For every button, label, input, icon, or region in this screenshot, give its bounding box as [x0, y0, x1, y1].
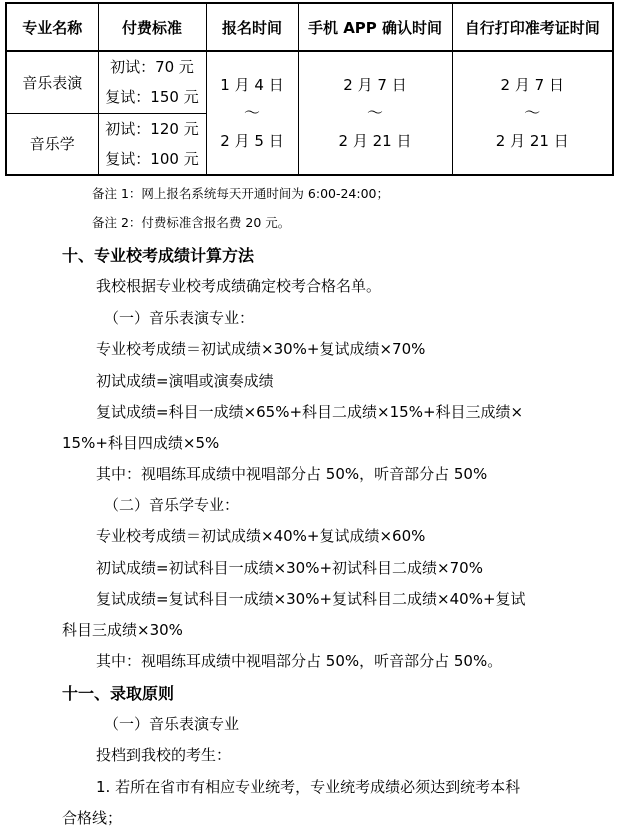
print-ticket-start: 2 月 7 日 [500, 76, 564, 94]
formula-line: 初试成绩=初试科目一成绩×30%+初试科目二成绩×70% [96, 559, 483, 577]
section-11-item-1: 1. 若所在省市有相应专业统考，专业统考成绩必须达到统考本科 [96, 778, 521, 796]
section-11-intro: 投档到我校的考生： [96, 746, 232, 764]
print-ticket-end: 2 月 21 日 [495, 132, 569, 150]
fee-cell [98, 113, 206, 175]
formula-line: 复试成绩=科目一成绩×65%+科目二成绩×15%+科目三成绩× [96, 403, 524, 421]
section-10-sub2-title: （二）音乐学专业： [104, 496, 240, 514]
fee-first: 初试：70 元 [110, 58, 194, 77]
print-ticket-period-cell [452, 51, 613, 175]
formula-line: 其中：视唱练耳成绩中视唱部分占 50%，听音部分占 50% [96, 465, 488, 483]
section-11-heading: 十一、录取原则 [62, 684, 175, 703]
app-confirm-sep: ～ [366, 103, 383, 122]
fee-first: 初试：120 元 [105, 119, 199, 138]
fee-cell [98, 51, 206, 113]
registration-start: 1 月 4 日 [220, 76, 284, 94]
header-print-ticket-time: 自行打印准考证时间 [452, 3, 613, 51]
formula-line: 专业校考成绩＝初试成绩×40%+复试成绩×60% [96, 527, 426, 545]
major-cell: 音乐学 [6, 113, 98, 175]
table-header-row [6, 3, 613, 51]
note-1: 备注 1：网上报名系统每天开通时间为 6:00-24:00； [92, 186, 390, 201]
section-10-heading: 十、专业校考成绩计算方法 [62, 246, 255, 265]
table-row [6, 51, 613, 113]
fee-second: 复试：150 元 [105, 88, 199, 107]
major-cell: 音乐表演 [6, 51, 98, 113]
section-10-intro: 我校根据专业校考成绩确定校考合格名单。 [96, 277, 382, 295]
header-fee: 付费标准 [98, 3, 206, 51]
app-confirm-start: 2 月 7 日 [343, 76, 407, 94]
formula-line: 初试成绩=演唱或演奏成绩 [96, 372, 274, 390]
section-11-sub1-title: （一）音乐表演专业 [104, 715, 240, 733]
formula-line: 复试成绩=复试科目一成绩×30%+复试科目二成绩×40%+复试 [96, 590, 526, 608]
app-confirm-period-cell [298, 51, 452, 175]
print-ticket-sep: ～ [524, 103, 541, 122]
header-registration-time: 报名时间 [206, 3, 298, 51]
formula-line: 15%+科目四成绩×5% [62, 434, 220, 452]
header-major: 专业名称 [6, 3, 98, 51]
registration-sep: ～ [243, 103, 260, 122]
formula-line: 其中：视唱练耳成绩中视唱部分占 50%，听音部分占 50%。 [96, 652, 503, 670]
section-11-item-1-cont: 合格线； [62, 809, 123, 827]
formula-line: 科目三成绩×30% [62, 621, 183, 639]
app-confirm-end: 2 月 21 日 [338, 132, 412, 150]
note-2: 备注 2：付费标准含报名费 20 元。 [92, 215, 291, 230]
registration-period-cell [206, 51, 298, 175]
registration-end: 2 月 5 日 [220, 132, 284, 150]
formula-line: 专业校考成绩＝初试成绩×30%+复试成绩×70% [96, 340, 426, 358]
fee-second: 复试：100 元 [105, 149, 199, 168]
header-app-confirm-time: 手机 APP 确认时间 [298, 3, 452, 51]
fee-schedule-table [5, 2, 614, 176]
section-10-sub1-title: （一）音乐表演专业： [104, 309, 255, 327]
